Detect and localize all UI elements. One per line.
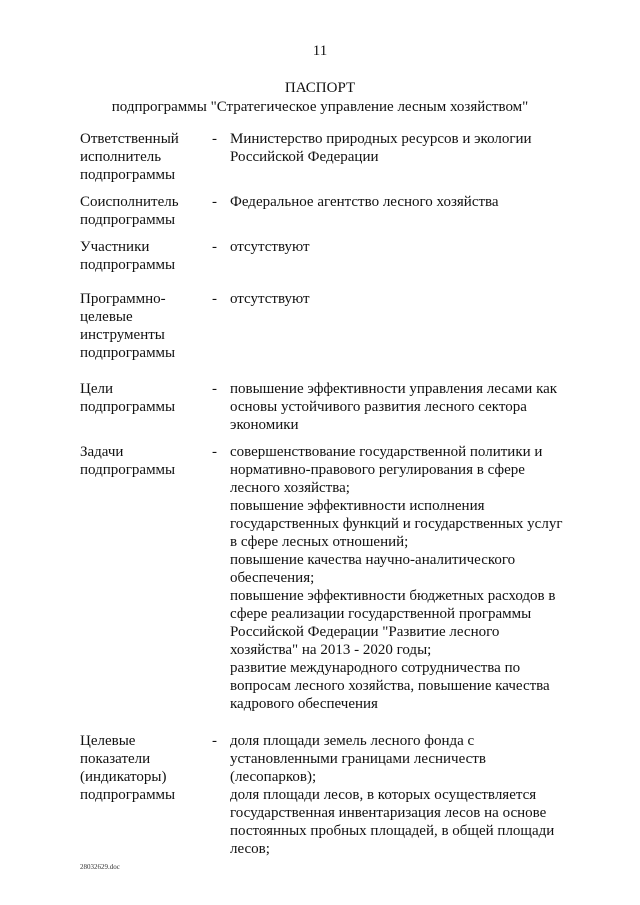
row-value-line: Министерство природных ресурсов и экологии: [230, 131, 532, 147]
row-dash: -: [212, 444, 217, 460]
row-dash: -: [212, 239, 217, 255]
row-label-line: подпрограммы: [80, 399, 176, 415]
row-value: [230, 290, 580, 308]
row-label: [80, 290, 212, 362]
row-value-line: кадрового обеспечения: [230, 696, 378, 712]
row-dash: -: [212, 291, 217, 307]
row-dash: -: [212, 194, 217, 210]
row-label-line: подпрограммы: [80, 167, 176, 183]
row-value-line: (лесопарков);: [230, 769, 317, 785]
row-value-line: основы устойчивого развития лесного сектора: [230, 399, 527, 415]
row-value-line: доля площади лесов, в которых осуществляется: [230, 787, 537, 803]
row-value-line: доля площади земель лесного фонда с: [230, 733, 475, 749]
passport-row-co-executor: [80, 193, 580, 229]
row-dash: -: [212, 131, 217, 147]
document-title: ПАСПОРТ: [284, 80, 356, 96]
row-label-line: Участники: [80, 239, 150, 255]
row-label-line: Задачи: [80, 444, 124, 460]
row-value-line: государственная инвентаризация лесов на основе: [230, 805, 547, 821]
row-label: [80, 238, 212, 274]
passport-row-participants: [80, 238, 580, 274]
row-label-line: подпрограммы: [80, 462, 176, 478]
row-value-line: государственных функций и государственных услуг: [230, 516, 563, 532]
row-label-line: подпрограммы: [80, 787, 176, 803]
row-label-line: Цели: [80, 381, 114, 397]
row-value-line: хозяйства" на 2013 - 2020 годы;: [230, 642, 432, 658]
row-value-line: в сфере лесных отношений;: [230, 534, 409, 550]
row-value-line: Российской Федерации: [230, 149, 379, 165]
row-label: [80, 193, 212, 229]
page-number: 11: [312, 43, 328, 59]
row-value-line: повышение эффективности исполнения: [230, 498, 485, 514]
row-label-line: подпрограммы: [80, 257, 176, 273]
row-label: [80, 380, 212, 416]
row-value: [230, 732, 580, 858]
row-value: [230, 443, 580, 713]
row-label-line: инструменты: [80, 327, 165, 343]
footer-file-code: 28032629.doc: [80, 863, 120, 871]
row-label-line: Ответственный: [80, 131, 179, 147]
row-value: [230, 130, 580, 166]
row-value-line: отсутствуют: [230, 291, 310, 307]
row-value: [230, 238, 580, 256]
row-dash: -: [212, 381, 217, 397]
passport-table: [80, 130, 580, 858]
passport-row-target-indicators: [80, 732, 580, 858]
row-value-line: повышение качества научно-аналитического: [230, 552, 516, 568]
passport-row-program-tools: [80, 290, 580, 362]
row-label-line: подпрограммы: [80, 212, 176, 228]
row-value-line: Федеральное агентство лесного хозяйства: [230, 194, 499, 210]
passport-row-tasks: [80, 443, 580, 713]
row-label-line: подпрограммы: [80, 345, 176, 361]
row-value-line: постоянных пробных площадей, в общей площади: [230, 823, 555, 839]
row-label-line: Программно-: [80, 291, 166, 307]
row-value-line: обеспечения;: [230, 570, 315, 586]
row-label-line: исполнитель: [80, 149, 162, 165]
passport-row-goals: [80, 380, 580, 434]
passport-row-responsible-executor: [80, 130, 580, 184]
row-value-line: отсутствуют: [230, 239, 310, 255]
row-value-line: развитие международного сотрудничества по: [230, 660, 521, 676]
row-label: [80, 732, 212, 804]
row-value-line: повышение эффективности бюджетных расходов в: [230, 588, 556, 604]
row-value-line: экономики: [230, 417, 299, 433]
row-value-line: повышение эффективности управления лесами как: [230, 381, 558, 397]
row-label-line: Соисполнитель: [80, 194, 179, 210]
row-value-line: Российской Федерации "Развитие лесного: [230, 624, 500, 640]
row-value-line: совершенствование государственной политики и: [230, 444, 543, 460]
row-label-line: Целевые: [80, 733, 136, 749]
row-label-line: целевые: [80, 309, 133, 325]
row-value-line: установленными границами лесничеств: [230, 751, 486, 767]
row-label: [80, 130, 212, 184]
row-value-line: лесного хозяйства;: [230, 480, 350, 496]
row-label-line: показатели: [80, 751, 151, 767]
row-value-line: сфере реализации государственной программы: [230, 606, 532, 622]
row-dash: -: [212, 733, 217, 749]
row-value-line: нормативно-правового регулирования в сфере: [230, 462, 525, 478]
row-label: [80, 443, 212, 479]
row-value: [230, 380, 580, 434]
row-value-line: вопросам лесного хозяйства, повышение качества: [230, 678, 550, 694]
row-value: [230, 193, 580, 211]
row-label-line: (индикаторы): [80, 769, 167, 785]
document-subtitle: подпрограммы "Стратегическое управление лесным хозяйством": [111, 99, 529, 115]
row-value-line: лесов;: [230, 841, 270, 857]
